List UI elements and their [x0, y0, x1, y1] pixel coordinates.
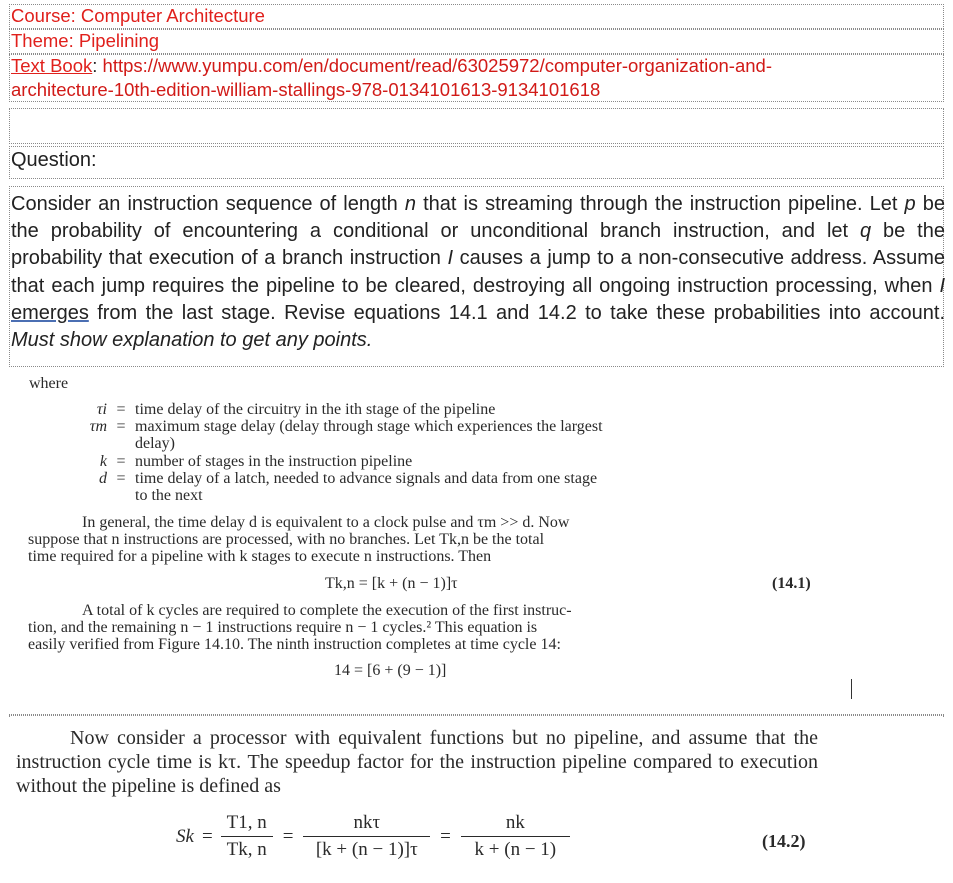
textbook-sep: :: [92, 55, 103, 76]
q-text-5: causes a jump to a non-consecutive address. Assume that each jump requires the pipeline to be cleared, destroying all ongoing instruction processing, when: [11, 247, 945, 297]
definition-row: [82, 418, 842, 435]
textbook-excerpt-1: [12, 369, 850, 699]
question-text: [11, 191, 945, 354]
def-text: time delay of a latch, needed to advance signals and data from one stage: [135, 469, 598, 487]
q-text-7: from the last stage. Revise equations 14.1 and 14.2 to take these probabilities into account.: [88, 301, 945, 324]
eq-sign: =: [440, 825, 451, 847]
definition-row: [82, 470, 842, 487]
question-label: Question:: [11, 149, 97, 171]
def-text: number of stages in the instruction pipeline: [135, 452, 413, 470]
para1-line: In general, the time delay d is equivalent to a clock pulse and τm >> d. Now: [82, 514, 570, 531]
q-text-4: be the probability that execution of a branch instruction: [11, 220, 945, 270]
def-symbol: d: [99, 469, 107, 487]
eq-sign: =: [282, 825, 294, 847]
q-var-q: q: [859, 220, 872, 243]
textbook-line-2: [11, 79, 600, 101]
paragraph-1: [28, 514, 830, 566]
fraction-3-denominator: k + (n − 1): [474, 839, 557, 860]
q-var-p: p: [904, 193, 916, 215]
empty-bar: [9, 108, 944, 144]
equation-number-14-2: (14.2): [762, 831, 806, 851]
fraction-2-numerator: nkτ: [303, 812, 430, 837]
equation-14-2: [176, 812, 570, 861]
fraction-3-numerator: nk: [461, 812, 570, 837]
q-emphasis: Must show explanation to get any points.: [11, 329, 373, 352]
textbook-url-1[interactable]: https://www.yumpu.com/en/document/read/63025972/computer-organization-and-: [102, 55, 772, 76]
definition-list: [82, 401, 842, 504]
q-text-3: be the probability of encountering a conditional or unconditional branch instruction, and let: [11, 193, 945, 243]
definition-row: [82, 487, 842, 504]
fraction-2-denominator: [k + (n − 1)]τ: [315, 839, 418, 860]
eq-sign: =: [201, 825, 213, 847]
question-label-bar: [9, 146, 944, 179]
def-text: delay): [135, 435, 175, 453]
q-var-i-2: I: [939, 274, 945, 297]
q-var-i-1: I: [447, 247, 454, 270]
def-text: time delay of the circuitry in the ith stage of the pipeline: [135, 401, 496, 418]
equation-number-14-1: (14.1): [772, 575, 811, 592]
def-equals: [107, 487, 135, 504]
course-line: Course: Computer Architecture: [11, 5, 265, 26]
def-symbol: [82, 435, 107, 452]
theme-line: Theme: Pipelining: [11, 30, 160, 51]
q-text-2: that is streaming through the instruction pipeline. Let: [416, 193, 905, 215]
definition-row: [82, 401, 842, 418]
fraction-3: [461, 812, 570, 861]
def-text: to the next: [135, 487, 203, 505]
def-equals: =: [116, 401, 126, 418]
def-equals: =: [116, 452, 126, 470]
textbook-line-1: [11, 55, 772, 77]
excerpt-divider: [9, 714, 944, 716]
fraction-1: [221, 812, 273, 861]
def-text: maximum stage delay (delay through stage which experiences the largest: [135, 418, 603, 436]
definition-row: [82, 453, 842, 470]
fraction-2: [303, 812, 430, 861]
text-cursor: [851, 679, 852, 699]
def-symbol: τm: [89, 418, 107, 436]
fraction-1-numerator: T1, n: [221, 812, 273, 837]
paragraph-2: [28, 602, 830, 654]
para2-line: easily verified from Figure 14.10. The ninth instruction completes at time cycle 14:: [28, 636, 561, 654]
def-equals: [107, 435, 135, 452]
para2-line: tion, and the remaining n − 1 instructions require n − 1 cycles.² This equation is: [28, 619, 538, 637]
para2-line: A total of k cycles are required to complete the execution of the first instruc-: [82, 602, 572, 619]
textbook-label: Text Book: [11, 55, 93, 76]
def-symbol: τi: [96, 401, 107, 418]
where-label: where: [29, 375, 69, 392]
speedup-symbol: Sk: [176, 825, 194, 847]
q-var-n: n: [404, 193, 417, 215]
fraction-1-denominator: Tk, n: [226, 839, 267, 860]
paragraph-3: [16, 726, 818, 798]
def-symbol: [82, 487, 107, 504]
para1-line: suppose that n instructions are processed, with no branches. Let Tk,n be the total: [28, 531, 545, 549]
equation-14-1: Tk,n = [k + (n − 1)]τ: [325, 575, 458, 592]
para1-line: time required for a pipeline with k stages to execute n instructions. Then: [28, 548, 492, 566]
def-equals: =: [116, 469, 126, 487]
definition-row: [82, 435, 842, 452]
textbook-url-2[interactable]: architecture-10th-edition-william-stallings-978-0134101613-9134101618: [11, 79, 601, 100]
q-text-1: Consider an instruction sequence of length: [11, 193, 405, 215]
textbook-excerpt-2: [0, 720, 953, 883]
def-symbol: k: [99, 452, 107, 470]
equation-example: 14 = [6 + (9 − 1)]: [334, 662, 447, 679]
para3-text: Now consider a processor with equivalent functions but no pipeline, and assume that the instruction cycle time is kτ. The speedup factor for the instruction pipeline compared to execution without the pipeline is defined as: [16, 727, 818, 797]
def-equals: =: [116, 418, 126, 436]
q-word-emerges: emerges: [11, 301, 89, 324]
